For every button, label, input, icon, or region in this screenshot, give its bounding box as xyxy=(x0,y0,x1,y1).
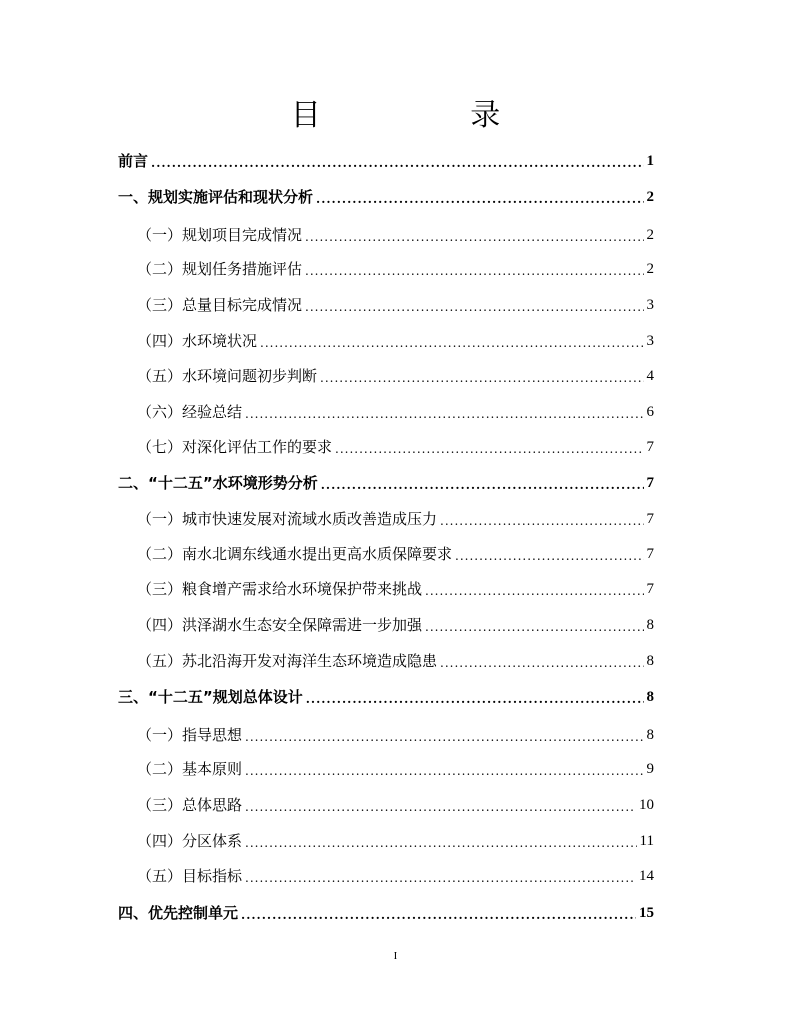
toc-entry-label: （四）水环境状况 xyxy=(137,332,258,350)
toc-leader-dots xyxy=(305,298,643,316)
toc-entry-subsection[interactable] xyxy=(137,365,654,387)
toc-entry-page: 2 xyxy=(646,189,654,205)
toc-entry-label: （一）城市快速发展对流域水质改善造成压力 xyxy=(137,510,438,528)
toc-entry-label: （三）总体思路 xyxy=(137,796,243,814)
toc-entry-label: （二）南水北调东线通水提出更高水质保障要求 xyxy=(137,545,453,563)
toc-entry-subsection[interactable] xyxy=(137,508,654,530)
toc-entry-page: 10 xyxy=(639,797,654,813)
toc-leader-dots xyxy=(245,869,636,887)
toc-entry-label: 三、“十二五”规划总体设计 xyxy=(118,688,303,706)
toc-entry-section-3[interactable] xyxy=(118,686,654,708)
toc-leader-dots xyxy=(425,618,643,636)
toc-entry-page: 6 xyxy=(646,404,654,420)
toc-entry-section-2[interactable] xyxy=(118,472,654,494)
toc-leader-dots xyxy=(305,262,643,280)
toc-entry-label: （二）规划任务措施评估 xyxy=(137,260,303,278)
toc-entry-page: 2 xyxy=(646,227,654,243)
toc-title: 目 录 xyxy=(290,98,571,133)
toc-entry-label: （一）指导思想 xyxy=(137,726,243,744)
toc-entry-page: 7 xyxy=(646,511,654,527)
toc-entry-page: 15 xyxy=(639,905,654,921)
toc-entry-page: 7 xyxy=(646,546,654,562)
toc-leader-dots xyxy=(316,190,643,208)
toc-leader-dots xyxy=(440,512,643,530)
toc-leader-dots xyxy=(245,762,643,780)
toc-entry-subsection[interactable] xyxy=(137,830,654,852)
toc-entry-page: 3 xyxy=(646,333,654,349)
toc-leader-dots xyxy=(245,834,637,852)
toc-entry-page: 11 xyxy=(639,833,654,849)
toc-entry-page: 14 xyxy=(639,868,654,884)
toc-entry-subsection[interactable] xyxy=(137,794,654,816)
toc-entry-subsection[interactable] xyxy=(137,330,654,352)
toc-entry-label: （三）粮食增产需求给水环境保护带来挑战 xyxy=(137,580,423,598)
toc-entry-subsection[interactable] xyxy=(137,401,654,423)
toc-entry-subsection[interactable] xyxy=(137,865,654,887)
toc-entry-label: （五）水环境问题初步判断 xyxy=(137,367,318,385)
toc-entry-subsection[interactable] xyxy=(137,578,654,600)
toc-entry-page: 9 xyxy=(646,761,654,777)
toc-entry-preface[interactable] xyxy=(118,150,654,172)
toc-entry-label: 四、优先控制单元 xyxy=(118,904,239,922)
toc-entry-label: （三）总量目标完成情况 xyxy=(137,296,303,314)
toc-entry-subsection[interactable] xyxy=(137,758,654,780)
toc-leader-dots xyxy=(245,405,643,423)
toc-entry-subsection[interactable] xyxy=(137,294,654,316)
page-number-footer: I xyxy=(393,950,398,962)
toc-entry-subsection[interactable] xyxy=(137,614,654,636)
toc-leader-dots xyxy=(425,582,643,600)
toc-leader-dots xyxy=(440,654,643,672)
toc-entry-label: （五）苏北沿海开发对海洋生态环境造成隐患 xyxy=(137,652,438,670)
toc-leader-dots xyxy=(320,369,643,387)
toc-entry-label: （六）经验总结 xyxy=(137,403,243,421)
toc-entry-page: 8 xyxy=(646,689,654,705)
toc-leader-dots xyxy=(321,476,644,494)
toc-entry-subsection[interactable] xyxy=(137,258,654,280)
toc-entry-label: （五）目标指标 xyxy=(137,867,243,885)
toc-entry-section-4[interactable] xyxy=(118,902,654,924)
toc-leader-dots xyxy=(245,798,636,816)
toc-leader-dots xyxy=(151,154,643,172)
toc-leader-dots xyxy=(260,334,643,352)
toc-entry-label: （二）基本原则 xyxy=(137,760,243,778)
toc-entry-subsection[interactable] xyxy=(137,650,654,672)
toc-leader-dots xyxy=(245,728,643,746)
toc-entry-subsection[interactable] xyxy=(137,436,654,458)
toc-entry-page: 1 xyxy=(646,153,654,169)
toc-entry-label: （七）对深化评估工作的要求 xyxy=(137,438,333,456)
toc-entry-page: 8 xyxy=(646,617,654,633)
toc-entry-subsection[interactable] xyxy=(137,543,654,565)
toc-entry-page: 4 xyxy=(646,368,654,384)
toc-entry-page: 8 xyxy=(646,653,654,669)
toc-entry-page: 7 xyxy=(646,439,654,455)
toc-leader-dots xyxy=(335,440,643,458)
toc-leader-dots xyxy=(306,690,644,708)
toc-entry-label: （一）规划项目完成情况 xyxy=(137,226,303,244)
toc-entry-page: 8 xyxy=(646,727,654,743)
toc-entry-page: 2 xyxy=(646,261,654,277)
toc-leader-dots xyxy=(241,906,636,924)
toc-entry-label: 一、规划实施评估和现状分析 xyxy=(118,188,314,206)
toc-entry-label: 前言 xyxy=(118,152,149,170)
toc-entry-page: 3 xyxy=(646,297,654,313)
toc-leader-dots xyxy=(455,547,643,565)
toc-entry-section-1[interactable] xyxy=(118,186,654,208)
toc-leader-dots xyxy=(305,228,643,246)
toc-entry-label: （四）分区体系 xyxy=(137,832,243,850)
toc-entry-subsection[interactable] xyxy=(137,724,654,746)
toc-entry-page: 7 xyxy=(646,475,654,491)
toc-entry-subsection[interactable] xyxy=(137,224,654,246)
toc-entry-label: （四）洪泽湖水生态安全保障需进一步加强 xyxy=(137,616,423,634)
toc-entry-label: 二、“十二五”水环境形势分析 xyxy=(118,474,318,492)
toc-entry-page: 7 xyxy=(646,581,654,597)
